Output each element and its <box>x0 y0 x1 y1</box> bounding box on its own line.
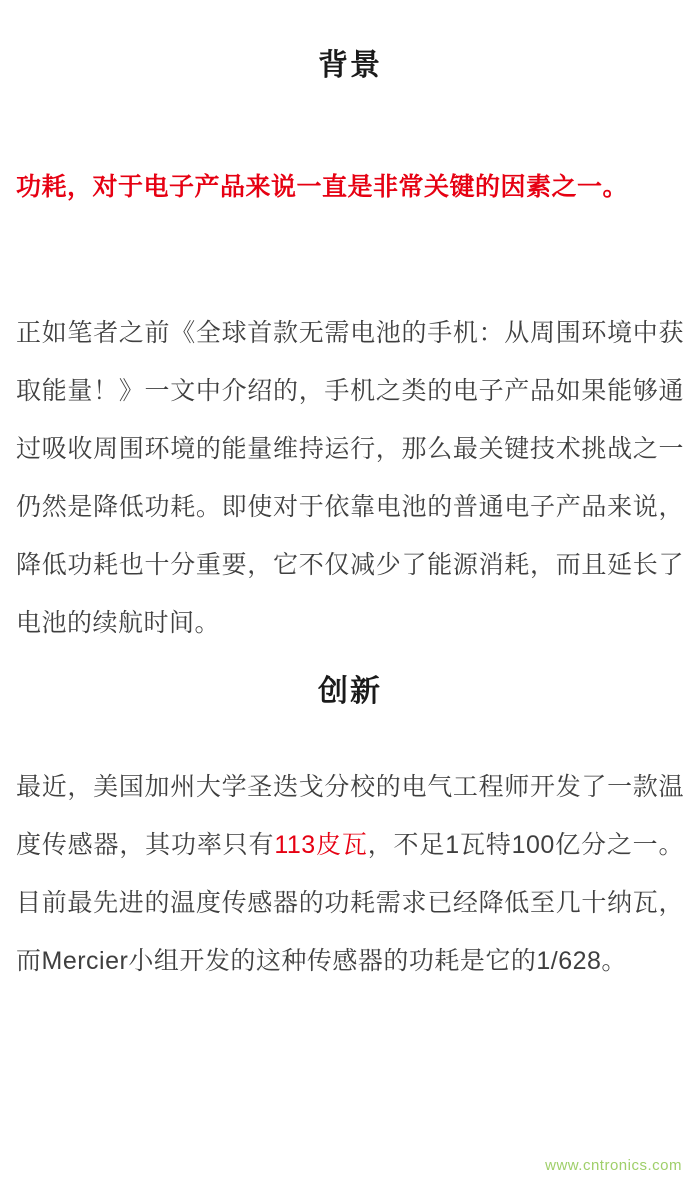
article-page <box>0 40 700 1184</box>
spacer <box>16 216 684 248</box>
highlight-paragraph: 功耗，对于电子产品来说一直是非常关键的因素之一。 <box>16 173 629 201</box>
innovation-body-part-2: ，不足1瓦特100亿分之一。目前最先进的温度传感器的功耗需求已经降低至几十纳瓦，而Mercier小组开发的这种传感器的功耗是它的1/628。 <box>16 831 684 975</box>
section-heading-innovation: 创新 <box>318 675 382 708</box>
innovation-body-part-1: 最近，美国加州大学圣迭戈分校的电气工程师开发了一款温度传感器，其功率只有 <box>16 773 684 859</box>
power-value-highlight: 113皮瓦 <box>274 831 368 859</box>
innovation-body-paragraph <box>16 758 684 990</box>
section-heading-background: 背景 <box>318 49 382 82</box>
background-body-paragraph: 正如笔者之前《全球首款无需电池的手机：从周围环境中获取能量！》一文中介绍的，手机之类的电子产品如果能够通过吸收周围环境的能量维持运行，那么最关键技术挑战之一仍然是降低功耗。即使对于依靠电池的普通电子产品来说，降低功耗也十分重要，它不仅减少了能源消耗，而且延长了电池的续航时间。 <box>16 319 684 637</box>
site-watermark: www.cntronics.com <box>545 1157 682 1174</box>
spacer <box>16 84 684 120</box>
